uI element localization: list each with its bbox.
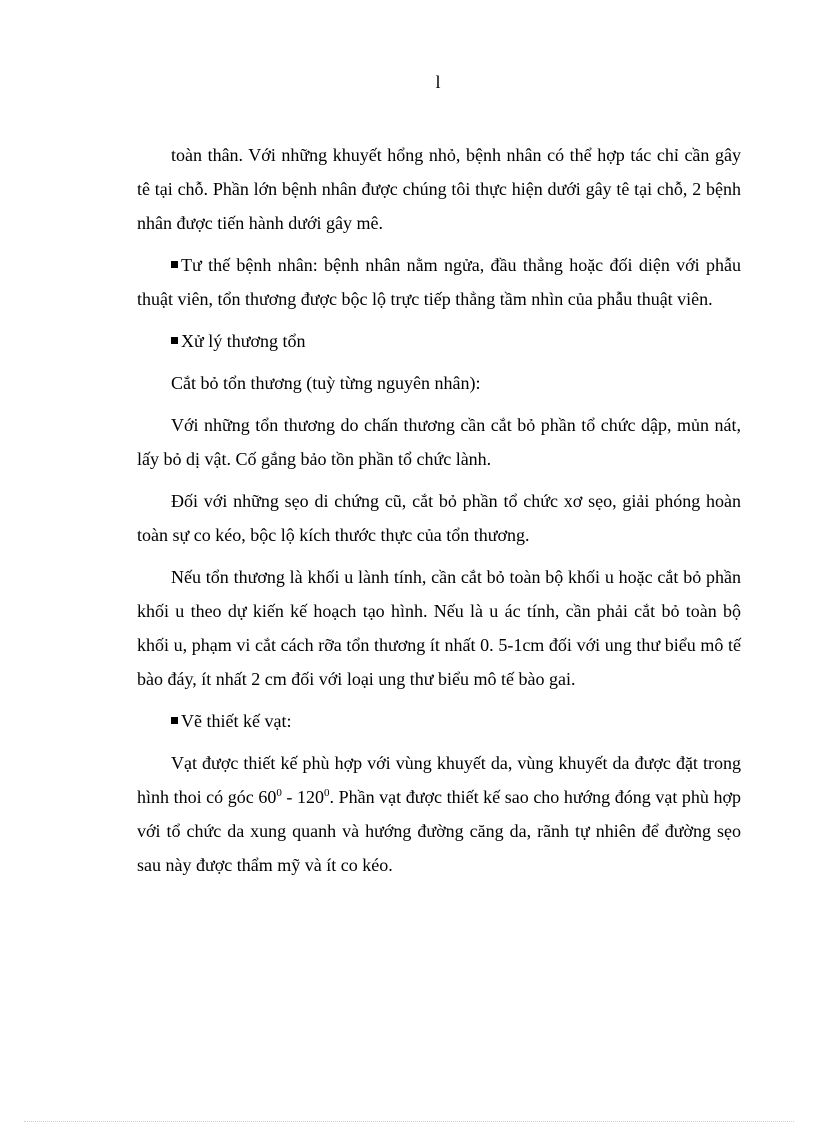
flap-design-text-part3: . Phần vạt được thiết kế sao cho hướng đóng vạt phù hợp với tổ chức da xung quanh và hướng đường căng da, rãnh tự nhiên để đường sẹo sau này được thẩm mỹ và ít co kéo. [137, 787, 742, 875]
flap-design-text: Vẽ thiết kế vạt: [181, 711, 292, 731]
page-number: l [435, 72, 441, 92]
degree-superscript: 0 [324, 787, 330, 799]
document-body [137, 138, 741, 890]
paragraph-trauma-excision: Với những tổn thương do chấn thương cần cắt bỏ phần tổ chức dập, mủn nát, lấy bỏ dị vật. Cố gắng bảo tồn phần tổ chức lành. [137, 415, 741, 469]
square-bullet-icon [171, 717, 178, 724]
square-bullet-icon [171, 337, 178, 344]
paragraph-patient-position [137, 248, 741, 316]
heading-lesion-treatment [137, 324, 741, 358]
flap-design-text-part2: - 120 [281, 787, 324, 807]
flap-design-text-part1: Vạt được thiết kế phù hợp với vùng khuyết da, vùng khuyết da được đặt trong hình thoi có góc 60 [137, 753, 741, 807]
heading-flap-design [137, 704, 741, 738]
paragraph-flap-design-detail [137, 746, 741, 882]
lesion-treatment-text: Xử lý thương tổn [181, 331, 306, 351]
paragraph-excision-intro: Cắt bỏ tổn thương (tuỳ từng nguyên nhân): [171, 373, 481, 393]
page-bottom-divider [24, 1121, 794, 1122]
square-bullet-icon [171, 261, 178, 268]
paragraph-scar-excision: Đối với những sẹo di chứng cũ, cắt bỏ phần tổ chức xơ sẹo, giải phóng hoàn toàn sự co kéo, bộc lộ kích thước thực của tổn thương. [137, 491, 741, 545]
paragraph-tumor-excision: Nếu tổn thương là khối u lành tính, cần cắt bỏ toàn bộ khối u hoặc cắt bỏ phần khối u theo dự kiến kế hoạch tạo hình. Nếu là u ác tính, cần phải cắt bỏ toàn bộ khối u, phạm vi cắt cách rỡa tổn thương ít nhất 0. 5-1cm đối với ung thư biểu mô tế bào đáy, ít nhất 2 cm đối với loại ung thư biểu mô tế bào gai. [137, 567, 741, 689]
paragraph-anesthesia: toàn thân. Với những khuyết hổng nhỏ, bệnh nhân có thể hợp tác chỉ cần gây tê tại chỗ. Phần lớn bệnh nhân được chúng tôi thực hiện dưới gây tê tại chỗ, 2 bệnh nhân được tiến hành dưới gây mê. [137, 145, 741, 233]
patient-position-text: Tư thế bệnh nhân: bệnh nhân nằm ngửa, đầu thẳng hoặc đối diện với phẫu thuật viên, tổn thương được bộc lộ trực tiếp thẳng tầm nhìn của phẫu thuật viên. [137, 255, 741, 309]
degree-superscript: 0 [276, 787, 282, 799]
